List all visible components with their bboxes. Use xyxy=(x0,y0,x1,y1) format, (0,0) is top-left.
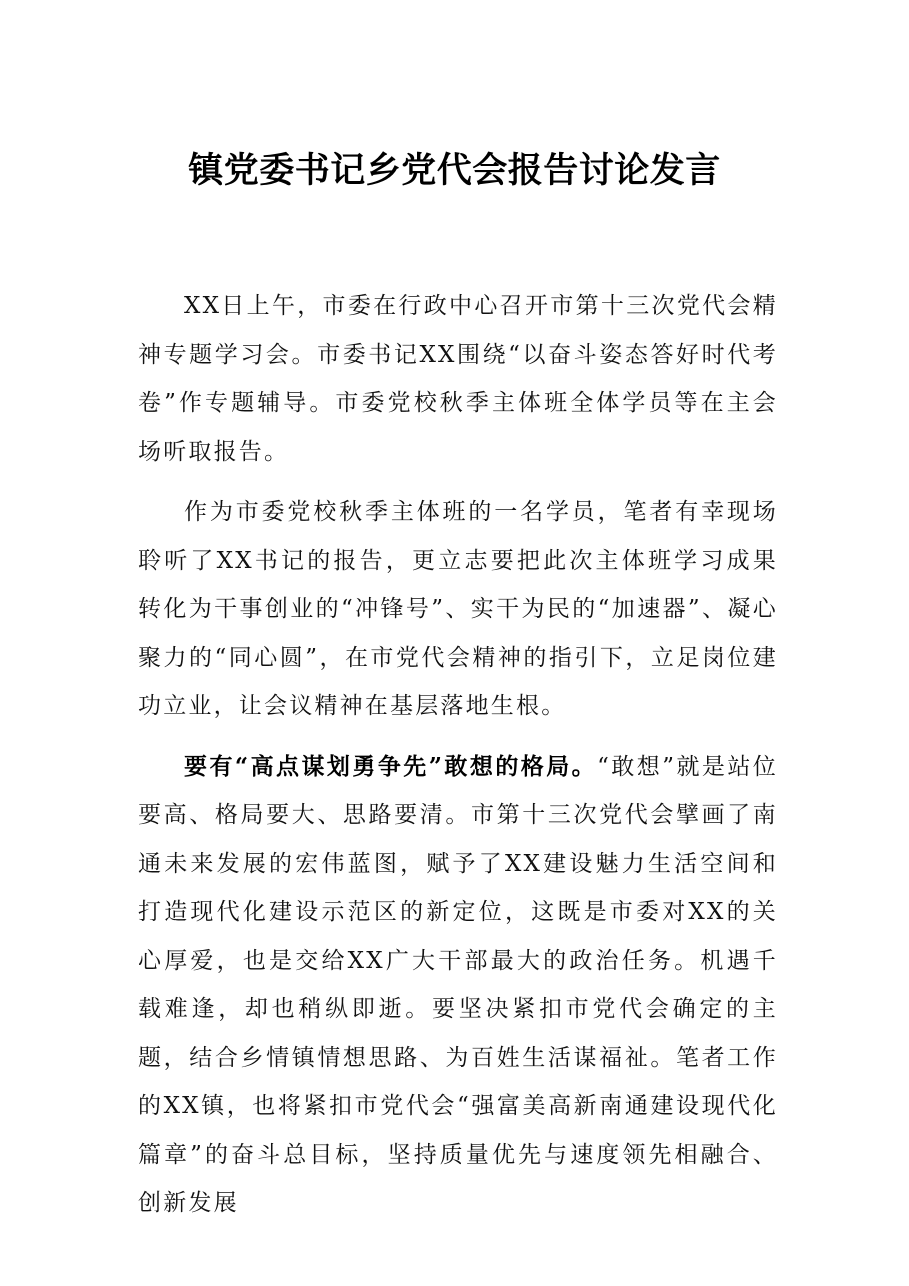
document-body xyxy=(138,282,778,1240)
paragraph-1 xyxy=(138,282,778,476)
paragraph-2-text: 作为市委党校秋季主体班的一名学员，笔者有幸现场聆听了XX书记的报告，更立志要把此次主体班学习成果转化为干事创业的“冲锋号”、实干为民的“加速器”、凝心聚力的“同心圆”，在市党代会精神的指引下，立足岗位建功立业，让会议精神在基层落地生根。 xyxy=(138,499,778,719)
paragraph-3-lead: 要有“高点谋划勇争先”敢想的格局。 xyxy=(184,752,598,780)
paragraph-3-text: “敢想”就是站位要高、格局要大、思路要清。市第十三次党代会擘画了南通未来发展的宏伟蓝图，赋予了XX建设魅力生活空间和打造现代化建设示范区的新定位，这既是市委对XX的关心厚爱，也是交给XX广大干部最大的政治任务。机遇千载难逢，却也稍纵即逝。要坚决紧扣市党代会确定的主题，结合乡情镇情想思路、为百姓生活谋福祉。笔者工作的XX镇，也将紧扣市党代会“强富美高新南通建设现代化篇章”的奋斗总目标，坚持质量优先与速度领先相融合、创新发展 xyxy=(138,753,778,1216)
document-title: 镇党委书记乡党代会报告讨论发言 xyxy=(188,151,721,191)
paragraph-1-text: XX日上午，市委在行政中心召开市第十三次党代会精神专题学习会。市委书记XX围绕“以奋斗姿态答好时代考卷”作专题辅导。市委党校秋季主体班全体学员等在主会场听取报告。 xyxy=(138,293,778,465)
paragraph-2 xyxy=(138,488,778,731)
paragraph-3 xyxy=(138,743,778,1228)
